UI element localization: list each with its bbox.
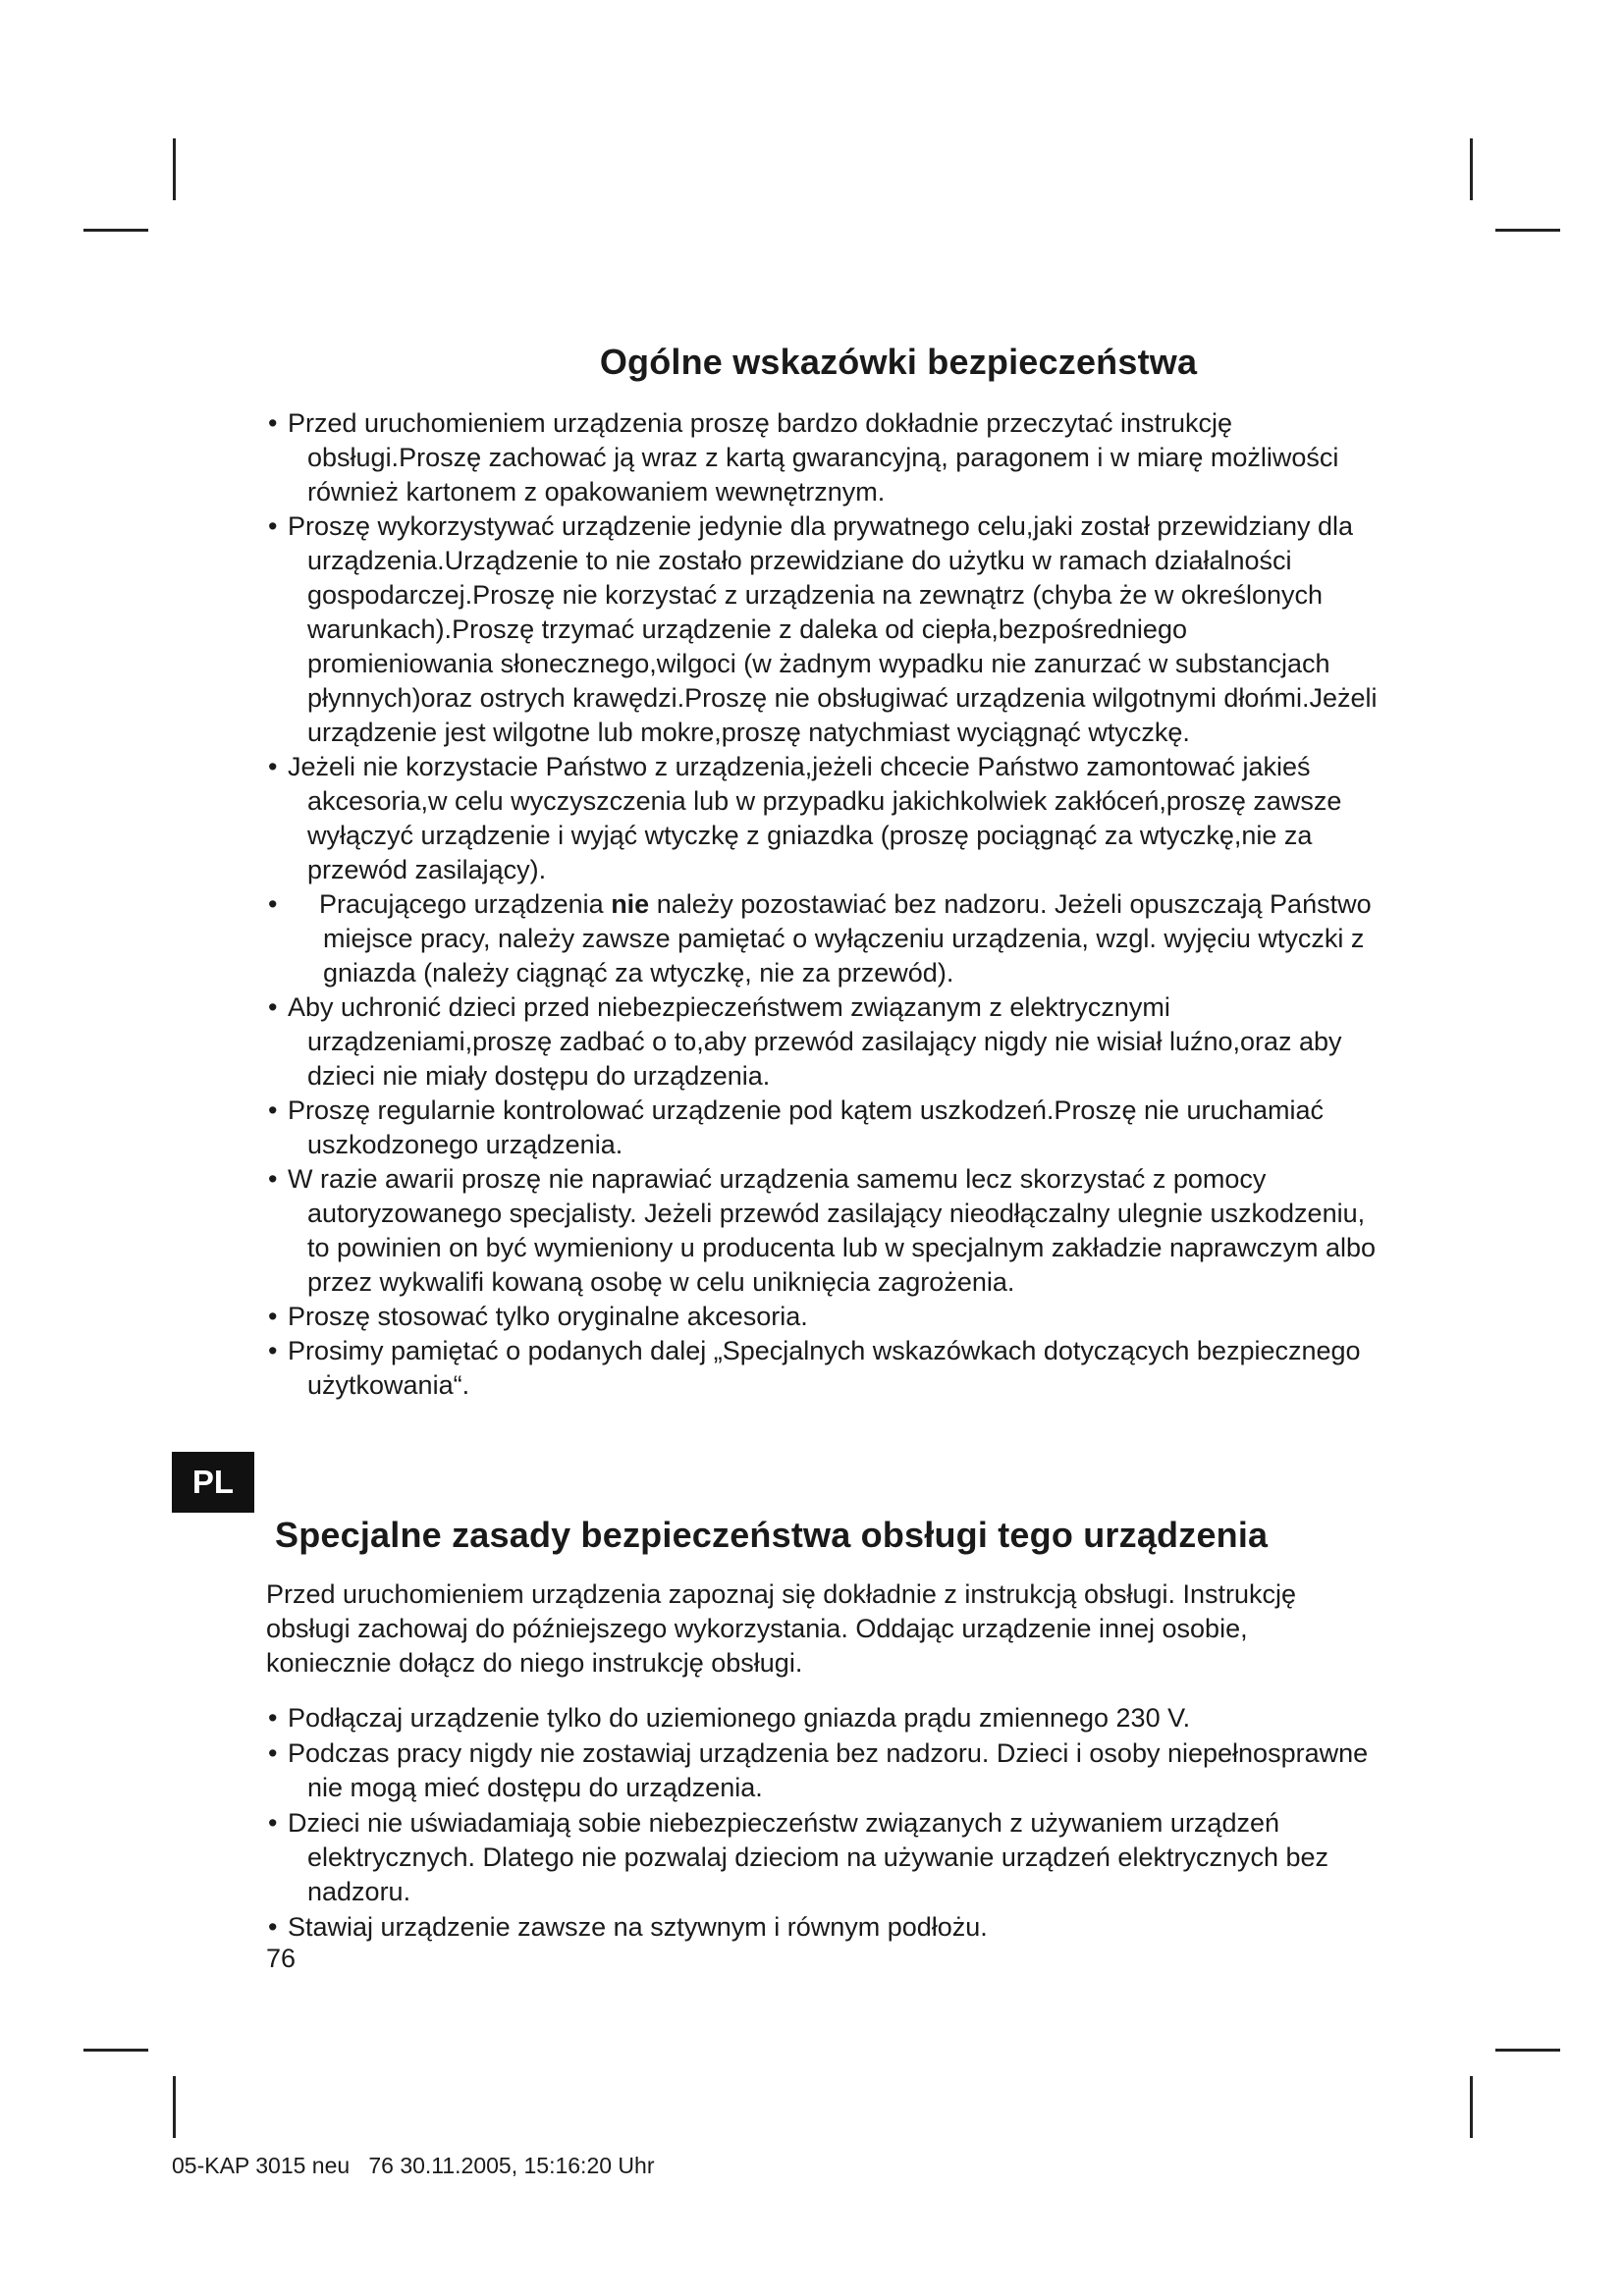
emphasis-text: nie [611, 889, 650, 919]
list-item [241, 1736, 1380, 1805]
section-title-special-safety: Specjalne zasady bezpieczeństwa obsługi tego urządzenia [275, 1515, 1269, 1555]
list-item-text: Proszę regularnie kontrolować urządzenie pod kątem uszkodzeń.Proszę nie uruchamiać uszkodzonego urządzenia. [288, 1095, 1325, 1159]
list-item-text: Przed uruchomieniem urządzenia proszę bardzo dokładnie przeczytać instrukcję obsługi.Proszę zachować ją wraz z kartą gwarancyjną, paragonem i w miarę możliwości również kartonem z opakowaniem wewnętrznym. [288, 408, 1339, 507]
list-item [241, 750, 1380, 887]
list-item-text: Proszę wykorzystywać urządzenie jedynie dla prywatnego celu,jaki został przewidziany dla urządzenia.Urządzenie to nie zostało przewidziane do użytku w ramach działalności gospodarczej.Proszę nie korzystać z urządzenia na zewnątrz (chyba że w określonych warunkach).Proszę trzymać urządzenie z daleka od ciepła,bezpośredniego promieniowania słonecznego,wilgoci (w żadnym wypadku nie zanurzać w substancjach płynnych)oraz ostrych krawędzi.Proszę nie obsługiwać urządzenia wilgotnymi dłońmi.Jeżeli urządzenie jest wilgotne lub mokre,proszę natychmiast wyciągnąć wtyczkę. [288, 511, 1378, 747]
list-item-text-pre: Pracującego urządzenia [319, 889, 612, 919]
list-item [241, 1162, 1380, 1300]
list-item [241, 1300, 1380, 1334]
list-item-text: Dzieci nie uświadamiają sobie niebezpieczeństw związanych z używaniem urządzeń elektrycznych. Dlatego nie pozwalaj dzieciom na używanie urządzeń elektrycznych bez nadzoru. [288, 1808, 1329, 1906]
crop-mark [173, 138, 176, 200]
list-item [241, 1094, 1380, 1162]
list-item-text: Aby uchronić dzieci przed niebezpieczeństwem związanym z elektrycznymi urządzeniami,proszę zadbać o to,aby przewód zasilający nigdy nie wisiał luźno,oraz aby dzieci nie miały dostępu do urządzenia. [288, 992, 1342, 1091]
bullet-icon: • [268, 1336, 278, 1365]
general-safety-list [241, 406, 1380, 1403]
crop-mark [1470, 138, 1473, 200]
crop-mark [1470, 2076, 1473, 2138]
list-item [241, 990, 1380, 1094]
list-item-text: Stawiaj urządzenie zawsze na sztywnym i równym podłożu. [288, 1912, 988, 1942]
list-item [241, 1806, 1380, 1909]
list-item [241, 406, 1380, 509]
page-number: 76 [266, 1944, 297, 1973]
bullet-icon: • [268, 1302, 278, 1331]
crop-mark [83, 2049, 148, 2052]
list-item-text: Jeżeli nie korzystacie Państwo z urządzenia,jeżeli chcecie Państwo zamontować jakieś akcesoria,w celu wyczyszczenia lub w przypadku jakichkolwiek zakłóceń,proszę zawsze wyłączyć urządzenie i wyjąć wtyczkę z gniazdka (proszę pociągnąć za wtyczkę,nie za przewód zasilający). [288, 752, 1342, 884]
language-badge: PL [172, 1452, 254, 1513]
crop-mark [173, 2076, 176, 2138]
list-item-text: Podłączaj urządzenie tylko do uziemionego gniazda prądu zmiennego 230 V. [288, 1703, 1191, 1733]
list-item [241, 1910, 1380, 1945]
bullet-icon: • [268, 1095, 278, 1125]
list-item-text: W razie awarii proszę nie naprawiać urządzenia samemu lecz skorzystać z pomocy autoryzowanego specjalisty. Jeżeli przewód zasilający nieodłączalny ulegnie uszkodzeniu, to powinien on być wymieniony u producenta lub w specjalnym zakładzie naprawczym albo przez wykwalifi kowaną osobę w celu uniknięcia zagrożenia. [288, 1164, 1377, 1297]
list-item [241, 1334, 1380, 1403]
list-item-text-post: należy pozostawiać bez nadzoru. Jeżeli opuszczają Państwo miejsce pracy, należy zawsze pamiętać o wyłączeniu urządzenia, wzgl. wyjęciu wtyczki z gniazda (należy ciągnąć za wtyczkę, nie za przewód). [323, 889, 1372, 988]
bullet-icon: • [268, 1808, 278, 1838]
bullet-icon: • [268, 1164, 278, 1194]
special-safety-list [241, 1701, 1380, 1946]
list-item-text [288, 887, 1380, 990]
bullet-icon: • [268, 1738, 278, 1768]
list-item [241, 1701, 1380, 1735]
bullet-icon: • [268, 992, 278, 1022]
crop-mark [83, 229, 148, 232]
crop-mark [1495, 229, 1560, 232]
bullet-icon: • [268, 408, 278, 438]
section-title-general-safety: Ogólne wskazówki bezpieczeństwa [599, 342, 1198, 382]
list-item-text: Podczas pracy nigdy nie zostawiaj urządzenia bez nadzoru. Dzieci i osoby niepełnosprawne nie mogą mieć dostępu do urządzenia. [288, 1738, 1369, 1802]
bullet-icon: • [268, 889, 278, 919]
bullet-icon: • [268, 511, 278, 541]
bullet-icon: • [268, 1912, 278, 1942]
list-item [241, 509, 1380, 750]
crop-mark [1495, 2049, 1560, 2052]
list-item [241, 887, 1380, 990]
section-intro-paragraph: Przed uruchomieniem urządzenia zapoznaj się dokładnie z instrukcją obsługi. Instrukcję obsługi zachowaj do późniejszego wykorzystania. Oddając urządzenie innej osobie, koniecznie dołącz do niego instrukcję obsługi. [266, 1579, 1297, 1678]
list-item-text: Prosimy pamiętać o podanych dalej „Specjalnych wskazówkach dotyczących bezpiecznego użytkowania“. [288, 1336, 1361, 1400]
bullet-icon: • [268, 752, 278, 781]
print-footer: 05-KAP 3015 neu 76 30.11.2005, 15:16:20 Uhr [172, 2153, 655, 2178]
list-item-text: Proszę stosować tylko oryginalne akcesoria. [288, 1302, 808, 1331]
bullet-icon: • [268, 1703, 278, 1733]
